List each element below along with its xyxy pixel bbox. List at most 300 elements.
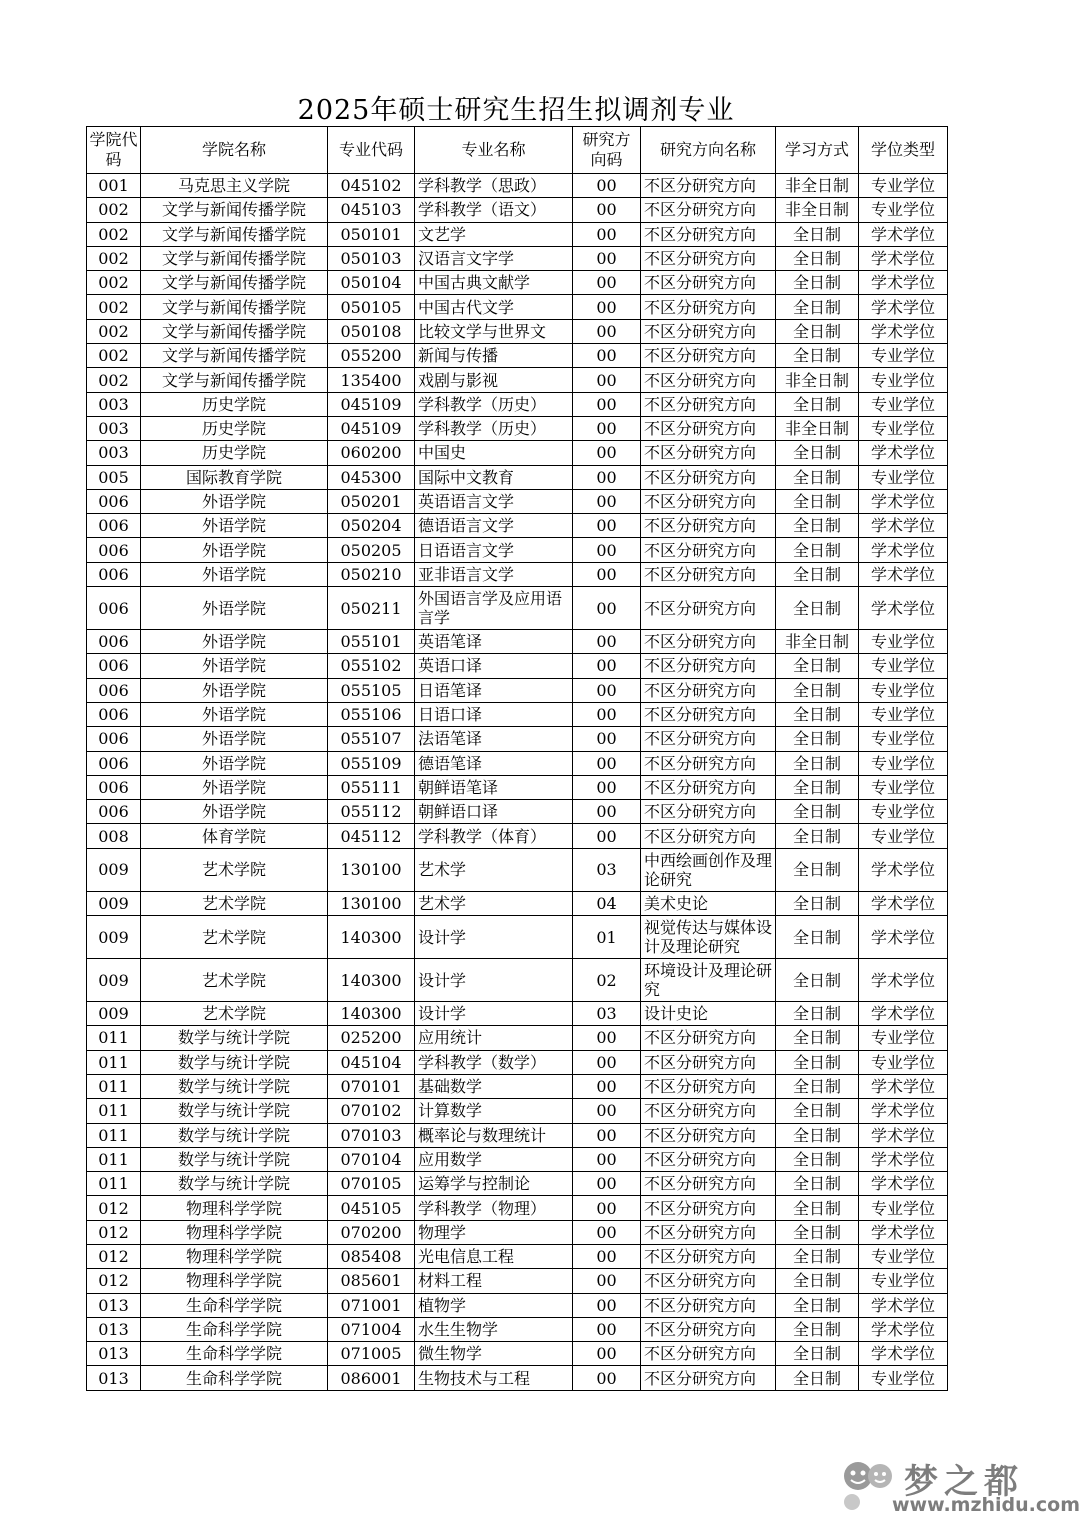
cell-direction-code: 00: [573, 678, 641, 702]
cell-degree-type: 学术学位: [859, 538, 948, 562]
header-college-name: 学院名称: [141, 127, 328, 174]
cell-study-mode: 全日制: [776, 587, 859, 630]
cell-direction-name: 不区分研究方向: [641, 1123, 776, 1147]
cell-study-mode: 非全日制: [776, 198, 859, 222]
cell-direction-code: 00: [573, 368, 641, 392]
cell-college-code: 002: [87, 368, 141, 392]
cell-study-mode: 全日制: [776, 1099, 859, 1123]
cell-major-code: 055200: [328, 344, 415, 368]
cell-college-code: 009: [87, 891, 141, 915]
cell-direction-name: 设计史论: [641, 1002, 776, 1026]
cell-major-name: 学科教学（数学）: [415, 1050, 573, 1074]
cell-college-code: 006: [87, 562, 141, 586]
cell-college-code: 011: [87, 1147, 141, 1171]
cell-major-code: 050105: [328, 295, 415, 319]
cell-major-name: 亚非语言文学: [415, 562, 573, 586]
table-row: [87, 562, 948, 586]
cell-college-code: 009: [87, 1002, 141, 1026]
table-row: [87, 538, 948, 562]
cell-college-name: 体育学院: [141, 824, 328, 848]
header-degree-type: 学位类型: [859, 127, 948, 174]
cell-major-name: 日语口译: [415, 702, 573, 726]
cell-major-name: 新闻与传播: [415, 344, 573, 368]
cell-degree-type: 专业学位: [859, 1050, 948, 1074]
cell-degree-type: 专业学位: [859, 392, 948, 416]
cell-major-name: 学科教学（体育）: [415, 824, 573, 848]
cell-college-name: 文学与新闻传播学院: [141, 271, 328, 295]
cell-college-code: 011: [87, 1026, 141, 1050]
cell-direction-code: 00: [573, 1123, 641, 1147]
table-row: [87, 344, 948, 368]
cell-major-name: 德语笔译: [415, 751, 573, 775]
cell-direction-name: 不区分研究方向: [641, 1099, 776, 1123]
cell-college-code: 011: [87, 1123, 141, 1147]
table-row: [87, 1196, 948, 1220]
cell-major-code: 055101: [328, 630, 415, 654]
cell-degree-type: 学术学位: [859, 1317, 948, 1341]
cell-degree-type: 专业学位: [859, 702, 948, 726]
cell-study-mode: 全日制: [776, 1317, 859, 1341]
cell-major-code: 050211: [328, 587, 415, 630]
cell-direction-code: 00: [573, 1342, 641, 1366]
cell-college-code: 009: [87, 848, 141, 891]
cell-degree-type: 学术学位: [859, 1147, 948, 1171]
cell-study-mode: 非全日制: [776, 368, 859, 392]
watermark: [834, 1454, 1080, 1516]
table-row: [87, 198, 948, 222]
cell-college-code: 006: [87, 775, 141, 799]
cell-direction-code: 00: [573, 295, 641, 319]
cell-degree-type: 专业学位: [859, 465, 948, 489]
table-row: [87, 1002, 948, 1026]
cell-major-name: 材料工程: [415, 1269, 573, 1293]
cell-college-code: 002: [87, 344, 141, 368]
cell-major-code: 070105: [328, 1172, 415, 1196]
cell-direction-name: 不区分研究方向: [641, 587, 776, 630]
cell-college-code: 001: [87, 174, 141, 198]
cell-direction-code: 00: [573, 538, 641, 562]
cell-direction-name: 不区分研究方向: [641, 775, 776, 799]
cell-major-code: 085601: [328, 1269, 415, 1293]
cell-study-mode: 全日制: [776, 295, 859, 319]
table-row: [87, 654, 948, 678]
cell-major-code: 140300: [328, 959, 415, 1002]
table-row: [87, 1220, 948, 1244]
cell-degree-type: 学术学位: [859, 1099, 948, 1123]
cell-direction-code: 00: [573, 1050, 641, 1074]
cell-degree-type: 专业学位: [859, 678, 948, 702]
cell-study-mode: 全日制: [776, 800, 859, 824]
cell-direction-name: 不区分研究方向: [641, 489, 776, 513]
cell-college-name: 外语学院: [141, 727, 328, 751]
cell-major-name: 日语语言文学: [415, 538, 573, 562]
table-row: [87, 800, 948, 824]
table-row: [87, 1074, 948, 1098]
table-row: [87, 392, 948, 416]
cell-major-code: 045103: [328, 198, 415, 222]
table-row: [87, 848, 948, 891]
cell-college-name: 历史学院: [141, 416, 328, 440]
cell-degree-type: 专业学位: [859, 1366, 948, 1390]
cell-study-mode: 全日制: [776, 1342, 859, 1366]
cell-college-code: 012: [87, 1196, 141, 1220]
cell-study-mode: 全日制: [776, 514, 859, 538]
cell-college-name: 数学与统计学院: [141, 1026, 328, 1050]
cell-direction-code: 00: [573, 1026, 641, 1050]
cell-major-name: 计算数学: [415, 1099, 573, 1123]
cell-major-name: 设计学: [415, 1002, 573, 1026]
table-row: [87, 319, 948, 343]
cell-college-code: 011: [87, 1074, 141, 1098]
cell-direction-code: 04: [573, 891, 641, 915]
cell-direction-code: 00: [573, 775, 641, 799]
cell-college-code: 012: [87, 1220, 141, 1244]
cell-college-name: 生命科学学院: [141, 1317, 328, 1341]
cell-degree-type: 专业学位: [859, 198, 948, 222]
cell-major-code: 085408: [328, 1244, 415, 1268]
cell-direction-name: 不区分研究方向: [641, 702, 776, 726]
cell-study-mode: 全日制: [776, 678, 859, 702]
cell-college-name: 外语学院: [141, 538, 328, 562]
cell-direction-code: 00: [573, 562, 641, 586]
cell-major-code: 050101: [328, 222, 415, 246]
cell-study-mode: 全日制: [776, 1074, 859, 1098]
table-row: [87, 514, 948, 538]
cell-major-name: 英语口译: [415, 654, 573, 678]
cell-major-code: 055112: [328, 800, 415, 824]
cell-direction-name: 不区分研究方向: [641, 630, 776, 654]
cell-major-code: 071004: [328, 1317, 415, 1341]
table-row: [87, 751, 948, 775]
cell-degree-type: 学术学位: [859, 891, 948, 915]
cell-direction-name: 不区分研究方向: [641, 1026, 776, 1050]
cell-degree-type: 专业学位: [859, 344, 948, 368]
cell-degree-type: 专业学位: [859, 800, 948, 824]
cell-college-name: 外语学院: [141, 800, 328, 824]
cell-direction-name: 不区分研究方向: [641, 344, 776, 368]
cell-study-mode: 全日制: [776, 538, 859, 562]
cell-direction-code: 00: [573, 246, 641, 270]
cell-major-name: 日语笔译: [415, 678, 573, 702]
cell-college-code: 012: [87, 1244, 141, 1268]
cell-major-name: 比较文学与世界文: [415, 319, 573, 343]
cell-direction-code: 00: [573, 344, 641, 368]
cell-direction-name: 不区分研究方向: [641, 1050, 776, 1074]
cell-direction-name: 不区分研究方向: [641, 1147, 776, 1171]
cell-direction-code: 00: [573, 1074, 641, 1098]
cell-study-mode: 全日制: [776, 222, 859, 246]
cell-college-name: 生命科学学院: [141, 1293, 328, 1317]
cell-major-code: 070101: [328, 1074, 415, 1098]
table-row: [87, 1147, 948, 1171]
cell-direction-name: 不区分研究方向: [641, 174, 776, 198]
cell-major-code: 045102: [328, 174, 415, 198]
table-row: [87, 678, 948, 702]
cell-college-name: 物理科学学院: [141, 1196, 328, 1220]
table-row: [87, 1026, 948, 1050]
cell-college-name: 数学与统计学院: [141, 1099, 328, 1123]
cell-college-code: 009: [87, 916, 141, 959]
cell-college-code: 006: [87, 800, 141, 824]
cell-degree-type: 专业学位: [859, 368, 948, 392]
cell-direction-name: 不区分研究方向: [641, 392, 776, 416]
cell-degree-type: 学术学位: [859, 1293, 948, 1317]
cell-degree-type: 学术学位: [859, 1002, 948, 1026]
table-header-row: [87, 127, 948, 174]
cell-college-code: 006: [87, 630, 141, 654]
cell-major-name: 德语语言文学: [415, 514, 573, 538]
cell-study-mode: 全日制: [776, 654, 859, 678]
cell-direction-code: 00: [573, 1244, 641, 1268]
cell-direction-code: 00: [573, 727, 641, 751]
cell-direction-name: 不区分研究方向: [641, 1269, 776, 1293]
cell-college-name: 艺术学院: [141, 891, 328, 915]
table-row: [87, 1317, 948, 1341]
cell-direction-code: 02: [573, 959, 641, 1002]
cell-college-code: 006: [87, 654, 141, 678]
cell-degree-type: 学术学位: [859, 246, 948, 270]
cell-college-name: 生命科学学院: [141, 1342, 328, 1366]
cell-direction-code: 00: [573, 630, 641, 654]
cell-degree-type: 专业学位: [859, 751, 948, 775]
cell-college-name: 外语学院: [141, 751, 328, 775]
cell-direction-code: 00: [573, 198, 641, 222]
cell-degree-type: 学术学位: [859, 587, 948, 630]
cell-major-name: 植物学: [415, 1293, 573, 1317]
cell-college-code: 005: [87, 465, 141, 489]
cell-major-name: 设计学: [415, 916, 573, 959]
cell-college-name: 文学与新闻传播学院: [141, 295, 328, 319]
cell-college-code: 003: [87, 416, 141, 440]
cell-direction-code: 00: [573, 514, 641, 538]
cell-direction-code: 00: [573, 465, 641, 489]
cell-college-code: 013: [87, 1293, 141, 1317]
cell-direction-name: 不区分研究方向: [641, 368, 776, 392]
cell-direction-code: 01: [573, 916, 641, 959]
cell-major-code: 050201: [328, 489, 415, 513]
cell-direction-name: 不区分研究方向: [641, 441, 776, 465]
cell-major-name: 学科教学（历史）: [415, 392, 573, 416]
table-row: [87, 441, 948, 465]
cell-major-name: 文艺学: [415, 222, 573, 246]
table-row: [87, 916, 948, 959]
cell-college-name: 艺术学院: [141, 848, 328, 891]
cell-college-code: 003: [87, 441, 141, 465]
header-college-code: 学院代码: [87, 127, 141, 174]
cell-college-name: 历史学院: [141, 392, 328, 416]
cell-direction-name: 不区分研究方向: [641, 1293, 776, 1317]
cell-major-code: 060200: [328, 441, 415, 465]
table-row: [87, 174, 948, 198]
cell-direction-name: 不区分研究方向: [641, 1074, 776, 1098]
cell-major-code: 135400: [328, 368, 415, 392]
table-row: [87, 1293, 948, 1317]
cell-major-code: 130100: [328, 891, 415, 915]
cell-college-name: 数学与统计学院: [141, 1123, 328, 1147]
cell-college-code: 006: [87, 538, 141, 562]
cell-direction-code: 00: [573, 441, 641, 465]
cell-study-mode: 全日制: [776, 246, 859, 270]
cell-study-mode: 全日制: [776, 319, 859, 343]
cell-study-mode: 全日制: [776, 344, 859, 368]
cell-study-mode: 全日制: [776, 959, 859, 1002]
cell-major-name: 外国语言学及应用语言学: [415, 587, 573, 630]
table-row: [87, 1099, 948, 1123]
cell-college-name: 物理科学学院: [141, 1269, 328, 1293]
cell-direction-name: 不区分研究方向: [641, 1317, 776, 1341]
cell-direction-code: 00: [573, 1196, 641, 1220]
cell-study-mode: 全日制: [776, 489, 859, 513]
cell-direction-code: 03: [573, 1002, 641, 1026]
cell-college-code: 011: [87, 1099, 141, 1123]
cell-degree-type: 专业学位: [859, 1244, 948, 1268]
cell-study-mode: 全日制: [776, 1244, 859, 1268]
cell-college-name: 外语学院: [141, 702, 328, 726]
cell-major-code: 140300: [328, 916, 415, 959]
cell-major-name: 基础数学: [415, 1074, 573, 1098]
cell-college-code: 002: [87, 271, 141, 295]
cell-direction-code: 00: [573, 1099, 641, 1123]
cell-major-name: 物理学: [415, 1220, 573, 1244]
cell-major-code: 086001: [328, 1366, 415, 1390]
cell-major-code: 055107: [328, 727, 415, 751]
cell-major-code: 045104: [328, 1050, 415, 1074]
cell-direction-code: 00: [573, 702, 641, 726]
page-title: 2025年硕士研究生招生拟调剂专业: [297, 95, 735, 126]
cell-degree-type: 专业学位: [859, 630, 948, 654]
table-row: [87, 1269, 948, 1293]
cell-major-code: 070104: [328, 1147, 415, 1171]
cell-degree-type: 学术学位: [859, 222, 948, 246]
cell-degree-type: 学术学位: [859, 489, 948, 513]
cell-direction-name: 不区分研究方向: [641, 416, 776, 440]
cell-degree-type: 学术学位: [859, 319, 948, 343]
cell-degree-type: 专业学位: [859, 727, 948, 751]
cell-direction-code: 00: [573, 222, 641, 246]
cell-college-name: 外语学院: [141, 562, 328, 586]
cell-degree-type: 专业学位: [859, 174, 948, 198]
table-row: [87, 630, 948, 654]
cell-study-mode: 全日制: [776, 1220, 859, 1244]
cell-major-code: 055102: [328, 654, 415, 678]
cell-major-code: 055109: [328, 751, 415, 775]
cell-major-name: 中国史: [415, 441, 573, 465]
cell-major-code: 050103: [328, 246, 415, 270]
cell-direction-code: 00: [573, 824, 641, 848]
cell-major-name: 艺术学: [415, 848, 573, 891]
cell-direction-code: 00: [573, 654, 641, 678]
cell-study-mode: 全日制: [776, 1269, 859, 1293]
cell-study-mode: 全日制: [776, 702, 859, 726]
cell-direction-name: 不区分研究方向: [641, 198, 776, 222]
cell-college-name: 文学与新闻传播学院: [141, 344, 328, 368]
table-row: [87, 727, 948, 751]
cell-direction-name: 不区分研究方向: [641, 1220, 776, 1244]
cell-direction-code: 00: [573, 1293, 641, 1317]
cell-direction-name: 不区分研究方向: [641, 800, 776, 824]
cell-direction-name: 视觉传达与媒体设计及理论研究: [641, 916, 776, 959]
table-row: [87, 416, 948, 440]
cell-direction-code: 00: [573, 587, 641, 630]
cell-major-code: 050205: [328, 538, 415, 562]
cell-major-code: 045300: [328, 465, 415, 489]
cell-direction-code: 03: [573, 848, 641, 891]
cell-study-mode: 全日制: [776, 562, 859, 586]
cell-major-name: 艺术学: [415, 891, 573, 915]
cell-direction-name: 不区分研究方向: [641, 1172, 776, 1196]
cell-direction-code: 00: [573, 416, 641, 440]
cell-direction-name: 不区分研究方向: [641, 222, 776, 246]
cell-college-code: 008: [87, 824, 141, 848]
cell-major-code: 045109: [328, 416, 415, 440]
cell-major-code: 070103: [328, 1123, 415, 1147]
table-row: [87, 824, 948, 848]
header-study-mode: 学习方式: [776, 127, 859, 174]
cell-college-code: 013: [87, 1317, 141, 1341]
cell-study-mode: 全日制: [776, 441, 859, 465]
cell-major-name: 学科教学（物理）: [415, 1196, 573, 1220]
cell-direction-name: 不区分研究方向: [641, 1342, 776, 1366]
cell-direction-name: 不区分研究方向: [641, 678, 776, 702]
cell-college-code: 012: [87, 1269, 141, 1293]
cell-major-name: 朝鲜语笔译: [415, 775, 573, 799]
cell-degree-type: 学术学位: [859, 1074, 948, 1098]
cell-college-name: 艺术学院: [141, 959, 328, 1002]
cell-major-name: 微生物学: [415, 1342, 573, 1366]
cell-study-mode: 非全日制: [776, 630, 859, 654]
cell-major-name: 应用数学: [415, 1147, 573, 1171]
cell-study-mode: 全日制: [776, 916, 859, 959]
cell-direction-code: 00: [573, 1317, 641, 1341]
cell-direction-code: 00: [573, 174, 641, 198]
cell-direction-name: 不区分研究方向: [641, 727, 776, 751]
cell-major-name: 学科教学（历史）: [415, 416, 573, 440]
cell-college-name: 艺术学院: [141, 1002, 328, 1026]
cell-direction-code: 00: [573, 1220, 641, 1244]
cell-college-code: 009: [87, 959, 141, 1002]
cell-major-name: 汉语言文字学: [415, 246, 573, 270]
cell-major-name: 学科教学（思政）: [415, 174, 573, 198]
cell-major-code: 050204: [328, 514, 415, 538]
cell-direction-code: 00: [573, 1147, 641, 1171]
cell-direction-name: 美术史论: [641, 891, 776, 915]
table-row: [87, 489, 948, 513]
cell-major-code: 130100: [328, 848, 415, 891]
cell-study-mode: 全日制: [776, 271, 859, 295]
cell-direction-code: 00: [573, 751, 641, 775]
cell-direction-name: 不区分研究方向: [641, 514, 776, 538]
cell-degree-type: 学术学位: [859, 1220, 948, 1244]
cell-college-code: 006: [87, 489, 141, 513]
cell-study-mode: 全日制: [776, 727, 859, 751]
cell-degree-type: 学术学位: [859, 295, 948, 319]
cell-college-name: 文学与新闻传播学院: [141, 368, 328, 392]
cell-major-name: 光电信息工程: [415, 1244, 573, 1268]
cell-college-name: 马克思主义学院: [141, 174, 328, 198]
cell-college-code: 011: [87, 1172, 141, 1196]
cell-study-mode: 全日制: [776, 751, 859, 775]
cell-direction-code: 00: [573, 1269, 641, 1293]
face-logo-icon: [838, 1458, 900, 1518]
cell-college-name: 物理科学学院: [141, 1244, 328, 1268]
cell-major-name: 概率论与数理统计: [415, 1123, 573, 1147]
cell-major-name: 学科教学（语文）: [415, 198, 573, 222]
table-row: [87, 891, 948, 915]
header-major-name: 专业名称: [415, 127, 573, 174]
cell-college-name: 外语学院: [141, 489, 328, 513]
table-row: [87, 222, 948, 246]
cell-study-mode: 全日制: [776, 1147, 859, 1171]
